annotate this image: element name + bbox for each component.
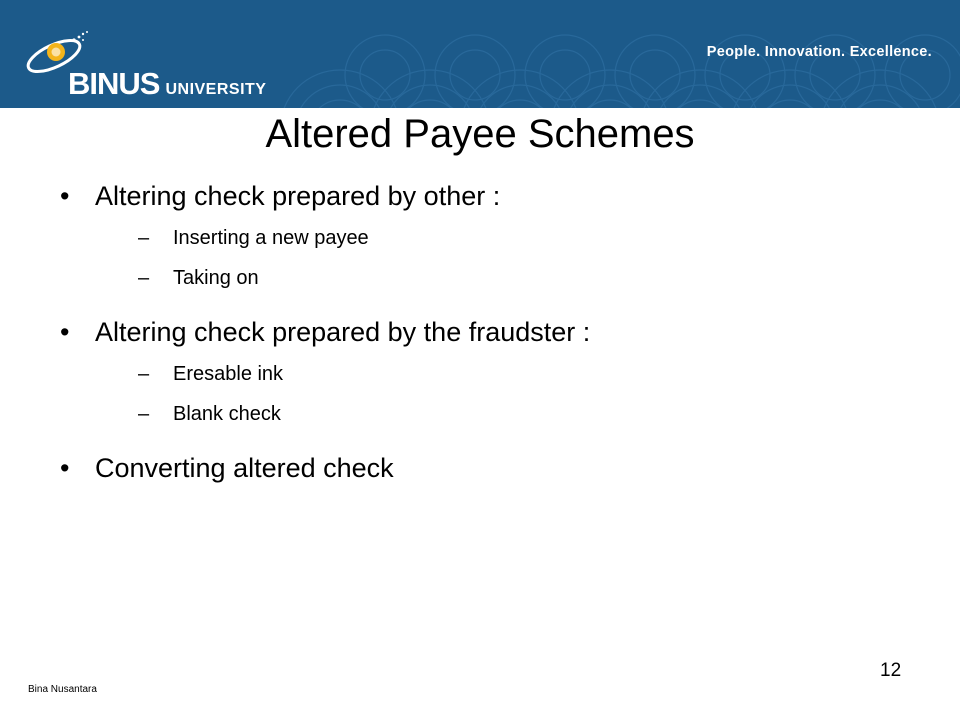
bullet-list	[60, 176, 920, 502]
sub-bullet-list	[95, 218, 920, 298]
sub-bullet-item	[95, 258, 920, 298]
slide-title: Altered Payee Schemes	[265, 112, 695, 156]
logo-text-main: BINUS	[68, 66, 160, 101]
sub-bullet-text: Inserting a new payee	[173, 227, 369, 249]
bullet-item	[60, 448, 920, 488]
header-banner	[0, 0, 960, 108]
sub-bullet-text: Taking on	[173, 267, 259, 289]
footer-text: Bina Nusantara	[28, 684, 97, 695]
bullet-glyph: •	[60, 317, 70, 347]
sub-bullet-text: Eresable ink	[173, 363, 284, 385]
bullet-item	[60, 312, 920, 434]
sub-bullet-glyph: –	[138, 403, 150, 425]
bullet-text: Altering check prepared by other :	[95, 181, 501, 211]
bullet-text: Altering check prepared by the fraudster :	[95, 317, 591, 347]
sub-bullet-glyph: –	[138, 267, 150, 289]
logo-text-sub: UNIVERSITY	[165, 81, 267, 98]
logo-wordmark	[68, 66, 266, 102]
sub-bullet-list	[95, 354, 920, 434]
bullet-item	[60, 176, 920, 298]
bullet-glyph: •	[60, 181, 70, 211]
bullet-text: Converting altered check	[95, 453, 394, 483]
sub-bullet-item	[95, 218, 920, 258]
sub-bullet-item	[95, 394, 920, 434]
sub-bullet-item	[95, 354, 920, 394]
sub-bullet-glyph: –	[138, 363, 150, 385]
binus-logo	[22, 28, 282, 101]
page-number: 12	[880, 660, 902, 681]
tagline: People. Innovation. Excellence.	[706, 44, 932, 60]
sub-bullet-text: Blank check	[173, 403, 281, 425]
bullet-glyph: •	[60, 453, 70, 483]
sub-bullet-glyph: –	[138, 227, 150, 249]
